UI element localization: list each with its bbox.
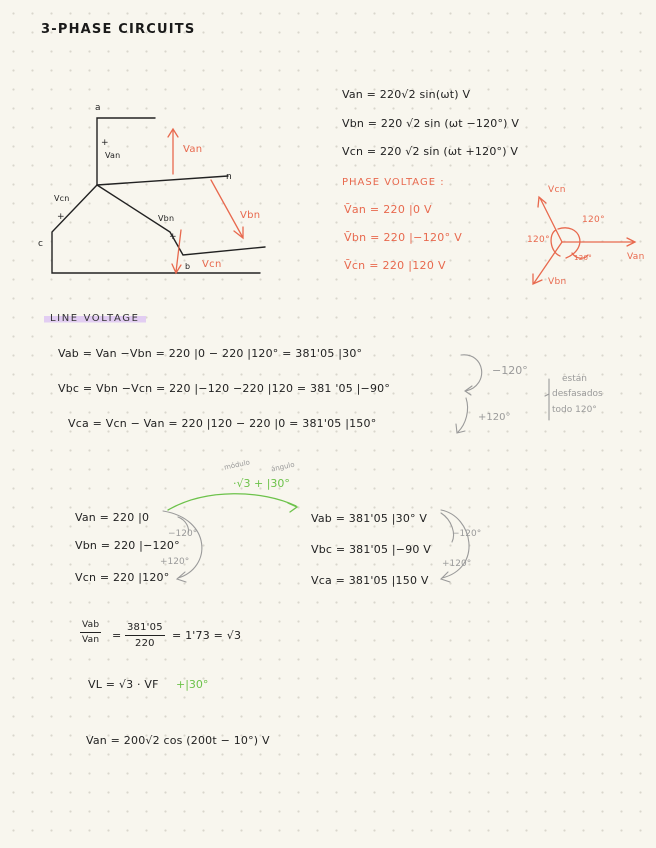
- van-arrow-label: Van: [183, 144, 203, 155]
- line-vca-derivation: Vca = Vcn − Van = 220 |120 − 220 |0 = 381'05 |150°: [68, 417, 377, 430]
- line-list-vab: Vab = 381'05 |30° V: [311, 512, 428, 525]
- phasor-van-label: Van: [627, 252, 645, 262]
- phase-voltage-heading: PHASE VOLTAGE :: [342, 177, 445, 188]
- ratio-numerator-2: 381'05: [125, 622, 165, 636]
- node-a-label: a: [95, 103, 101, 113]
- line-vab-derivation: Vab = Van −Vbn = 220 |0 − 220 |120° = 381'05 |30°: [58, 347, 363, 360]
- transform-modulo-label: módulo: [223, 458, 251, 472]
- phase-van: V̄an = 220 |0 V: [344, 203, 432, 216]
- ratio-result: = 1'73 = √3: [172, 629, 242, 642]
- page-title: 3-PHASE CIRCUITS: [41, 22, 196, 37]
- ratio-numerator-1: Vab: [80, 620, 101, 633]
- vcn-small-label: Vcn: [54, 194, 70, 203]
- van-instantaneous: Van = 220√2 sin(ωt) V: [342, 88, 471, 101]
- ratio-fraction-1: [80, 620, 101, 645]
- line-voltage-heading: LINE VOLTAGE: [44, 314, 146, 324]
- line-note-minus: −120°: [452, 529, 482, 539]
- phase-list-vcn: Vcn = 220 |120°: [75, 571, 170, 584]
- transform-angle-label: ángulo: [270, 460, 296, 474]
- side-note-1: están: [562, 374, 587, 384]
- line-list-vbc: Vbc = 381'05 |−90 V: [311, 543, 432, 556]
- phase-vbn: V̄bn = 220 |−120° V: [344, 231, 463, 244]
- line-note-plus: +120°: [442, 559, 472, 569]
- phase-note-minus: −120°: [168, 529, 198, 539]
- transform-expression: ·√3 + |30°: [233, 477, 290, 490]
- line-vbc-derivation: Vbc = Vbn −Vcn = 220 |−120 −220 |120 = 381 '05 |−90°: [58, 382, 391, 395]
- ratio-fraction-2: [125, 622, 165, 649]
- vcn-arrow-label: Vcn: [202, 259, 222, 270]
- node-c-label: c: [38, 239, 44, 249]
- node-n-label: n: [226, 172, 232, 182]
- side-note-3: todo 120°: [552, 405, 597, 415]
- circuit-arrows: [168, 129, 243, 273]
- plus-c-label: +: [57, 212, 65, 222]
- final-equation: Van = 200√2 cos (200t − 10°) V: [86, 734, 270, 747]
- line-list-vca: Vca = 381'05 |150 V: [311, 574, 429, 587]
- line-minus-note: −120°: [492, 364, 528, 377]
- phase-note-plus: +120°: [160, 557, 190, 567]
- vbn-instantaneous: Vbn = 220 √2 sin (ωt −120°) V: [342, 117, 520, 130]
- vl-formula: VL = √3 · VF: [88, 678, 159, 691]
- vl-formula-angle: +|30°: [176, 678, 209, 691]
- phasor-vbn-label: Vbn: [548, 277, 567, 287]
- vbn-small-label: Vbn: [158, 214, 175, 223]
- vcn-instantaneous: Vcn = 220 √2 sin (ωt +120°) V: [342, 145, 519, 158]
- ratio-denominator-1: Van: [82, 635, 100, 645]
- line-plus-note: +120°: [478, 412, 511, 423]
- circuit-diagram: [52, 118, 265, 273]
- phase-vcn: V̄cn = 220 |120 V: [344, 259, 446, 272]
- phase-list-vbn: Vbn = 220 |−120°: [75, 539, 180, 552]
- ratio-equals: =: [112, 629, 122, 642]
- node-b-label: b: [185, 262, 191, 271]
- transform-arrow: [168, 494, 297, 512]
- ratio-denominator-2: 220: [135, 638, 155, 649]
- phase-list-van: Van = 220 |0: [75, 511, 150, 524]
- phasor-vcn-label: Vcn: [548, 185, 566, 195]
- phasor-angle-left: 120°: [527, 235, 550, 245]
- plus-b-label: +: [169, 232, 177, 242]
- van-small-label: Van: [105, 151, 121, 160]
- phasor-angle-bottom: 120°: [574, 254, 593, 262]
- side-note-2: desfasados: [552, 389, 603, 399]
- vbn-arrow-label: Vbn: [240, 210, 261, 221]
- phasor-angle-top: 120°: [582, 215, 605, 225]
- plus-a-label: +: [101, 138, 109, 148]
